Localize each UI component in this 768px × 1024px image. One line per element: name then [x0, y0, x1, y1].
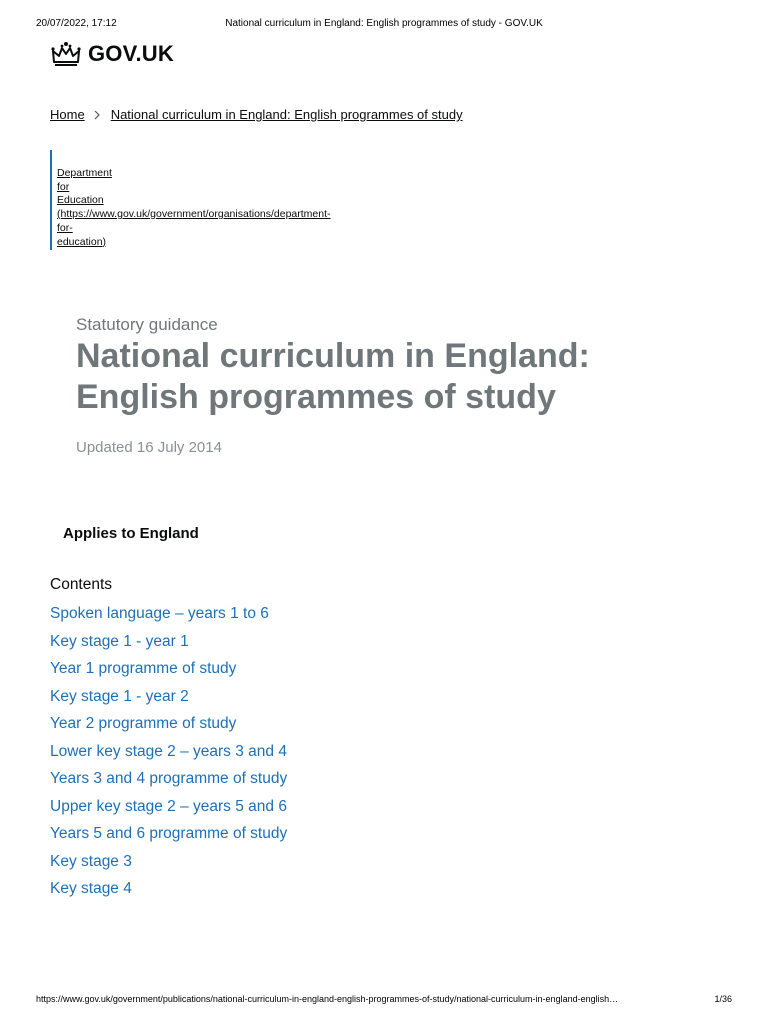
contents-item: [50, 686, 287, 714]
updated-date: Updated 16 July 2014: [76, 439, 222, 456]
contents-item: [50, 603, 287, 631]
organisation-link-line[interactable]: for: [57, 180, 70, 193]
contents-item: [50, 741, 287, 769]
contents-link[interactable]: Key stage 4: [50, 880, 132, 897]
contents-item: [50, 796, 287, 824]
contents-heading: Contents: [50, 576, 113, 593]
organisation-link-line[interactable]: (https://www.gov.uk/government/organisations/department-: [57, 208, 331, 221]
contents-item: [50, 713, 287, 741]
logo-text: GOV.UK: [88, 41, 174, 66]
contents-link[interactable]: Key stage 1 - year 1: [50, 632, 189, 650]
contents-item: [50, 878, 287, 906]
contents-link[interactable]: Years 3 and 4 programme of study: [50, 770, 288, 787]
contents-item: [50, 851, 287, 879]
organisation-link-line[interactable]: for-: [57, 221, 73, 234]
crown-icon: [50, 41, 82, 67]
page-number: 1/36: [714, 994, 732, 1004]
contents-link[interactable]: Spoken language – years 1 to 6: [50, 605, 269, 622]
organisation-link-line[interactable]: Education: [57, 194, 104, 207]
contents-link[interactable]: Years 5 and 6 programme of study: [50, 825, 288, 842]
document-type-caption: Statutory guidance: [76, 315, 218, 334]
organisation-link-line[interactable]: education): [57, 235, 107, 248]
contents-link[interactable]: Lower key stage 2 – years 3 and 4: [50, 742, 287, 760]
contents-item: [50, 823, 287, 851]
print-footer: [36, 994, 732, 1008]
contents-item: [50, 631, 287, 659]
page-title: [76, 336, 716, 418]
organisation-logo: [50, 150, 357, 250]
breadcrumb-home-link[interactable]: Home: [50, 107, 85, 122]
organisation-link-line[interactable]: Department: [57, 167, 112, 179]
print-timestamp: 20/07/2022, 17:12: [36, 18, 117, 29]
contents-item: [50, 658, 287, 686]
contents-link[interactable]: Upper key stage 2 – years 5 and 6: [50, 797, 287, 815]
contents-link[interactable]: Year 2 programme of study: [50, 715, 237, 732]
contents-link[interactable]: Key stage 1 - year 2: [50, 687, 189, 705]
contents-list: [50, 603, 287, 906]
chevron-right-icon: [93, 110, 101, 120]
page-title-line-1: National curriculum in England:: [76, 337, 590, 375]
breadcrumb-current-link[interactable]: National curriculum in England: English programmes of study: [110, 107, 463, 122]
page-title-line-2: English programmes of study: [76, 378, 556, 416]
contents-link[interactable]: Year 1 programme of study: [50, 660, 237, 677]
breadcrumb: [50, 107, 463, 122]
applies-to-label: Applies to England: [63, 525, 199, 542]
print-page-title: National curriculum in England: English programmes of study - GOV.UK: [225, 18, 543, 29]
print-url: https://www.gov.uk/government/publications/national-curriculum-in-england-english-programmes-of-study/national-curriculum-in-england-english…: [36, 994, 619, 1004]
contents-item: [50, 768, 287, 796]
contents-link[interactable]: Key stage 3: [50, 852, 132, 870]
print-header: [36, 18, 732, 32]
govuk-logo-link[interactable]: [50, 40, 174, 68]
